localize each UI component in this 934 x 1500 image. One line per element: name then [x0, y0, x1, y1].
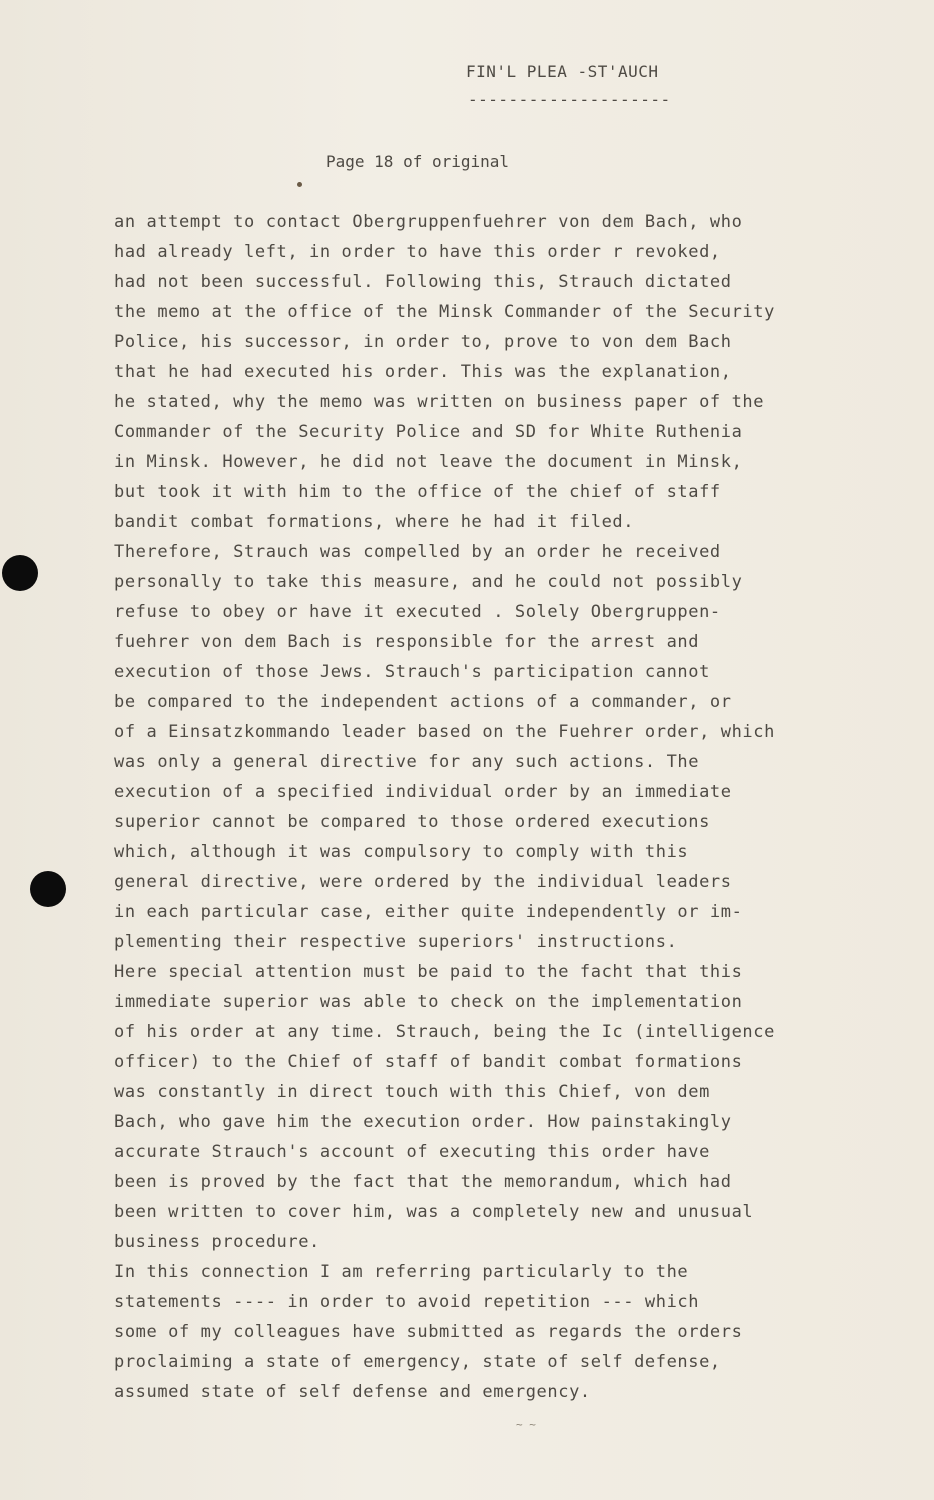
text-line: Police, his successor, in order to, prove to von dem Bach [114, 332, 732, 352]
text-line: superior cannot be compared to those ordered executions [114, 812, 710, 832]
text-line: been written to cover him, was a completely new and unusual [114, 1202, 754, 1222]
page-reference: Page 18 of original [326, 152, 510, 171]
text-line: had not been successful. Following this, Strauch dictated [114, 272, 732, 292]
text-line: Here special attention must be paid to the facht that this [114, 962, 743, 982]
text-line: that he had executed his order. This was the explanation, [114, 362, 732, 382]
text-line: an attempt to contact Obergruppenfuehrer von dem Bach, who [114, 212, 743, 232]
text-line: accurate Strauch's account of executing this order have [114, 1142, 710, 1162]
text-line: in each particular case, either quite independently or im- [114, 902, 743, 922]
text-line: immediate superior was able to check on the implementation [114, 992, 743, 1012]
document-title: FIN'L PLEA -ST'AUCH [466, 62, 659, 81]
text-line: officer) to the Chief of staff of bandit combat formations [114, 1052, 743, 1072]
text-line: execution of those Jews. Strauch's participation cannot [114, 662, 710, 682]
text-line: had already left, in order to have this order r revoked, [114, 242, 721, 262]
text-line: be compared to the independent actions of a commander, or [114, 692, 732, 712]
text-line: assumed state of self defense and emergency. [114, 1382, 591, 1402]
text-line: he stated, why the memo was written on business paper of the [114, 392, 765, 412]
text-line: of his order at any time. Strauch, being the Ic (intelligence [114, 1022, 775, 1042]
text-line: but took it with him to the office of the chief of staff [114, 482, 721, 502]
text-line: In this connection I am referring particularly to the [114, 1262, 689, 1282]
text-line: execution of a specified individual order by an immediate [114, 782, 732, 802]
text-line: plementing their respective superiors' instructions. [114, 932, 678, 952]
text-line: bandit combat formations, where he had it filed. [114, 512, 635, 532]
text-line: proclaiming a state of emergency, state of self defense, [114, 1352, 721, 1372]
footer-mark: ~ ~ [516, 1418, 536, 1431]
punch-hole-bottom [30, 871, 66, 907]
text-line: been is proved by the fact that the memorandum, which had [114, 1172, 732, 1192]
text-line: Commander of the Security Police and SD for White Ruthenia [114, 422, 743, 442]
text-line: general directive, were ordered by the individual leaders [114, 872, 732, 892]
text-line: of a Einsatzkommando leader based on the Fuehrer order, which [114, 722, 775, 742]
text-line: in Minsk. However, he did not leave the document in Minsk, [114, 452, 743, 472]
text-line: refuse to obey or have it executed . Solely Obergruppen- [114, 602, 721, 622]
title-underline: -------------------- [468, 90, 671, 109]
text-line: business procedure. [114, 1232, 320, 1252]
text-line: was constantly in direct touch with this Chief, von dem [114, 1082, 710, 1102]
text-line: the memo at the office of the Minsk Commander of the Security [114, 302, 775, 322]
text-line: which, although it was compulsory to comply with this [114, 842, 689, 862]
text-line: Therefore, Strauch was compelled by an order he received [114, 542, 721, 562]
text-line: statements ---- in order to avoid repetition --- which [114, 1292, 700, 1312]
ink-dot [297, 182, 302, 187]
body-text [114, 207, 854, 1407]
text-line: Bach, who gave him the execution order. How painstakingly [114, 1112, 732, 1132]
text-line: some of my colleagues have submitted as regards the orders [114, 1322, 743, 1342]
text-line: was only a general directive for any such actions. The [114, 752, 700, 772]
text-line: personally to take this measure, and he could not possibly [114, 572, 743, 592]
punch-hole-top [2, 555, 38, 591]
text-line: fuehrer von dem Bach is responsible for the arrest and [114, 632, 700, 652]
